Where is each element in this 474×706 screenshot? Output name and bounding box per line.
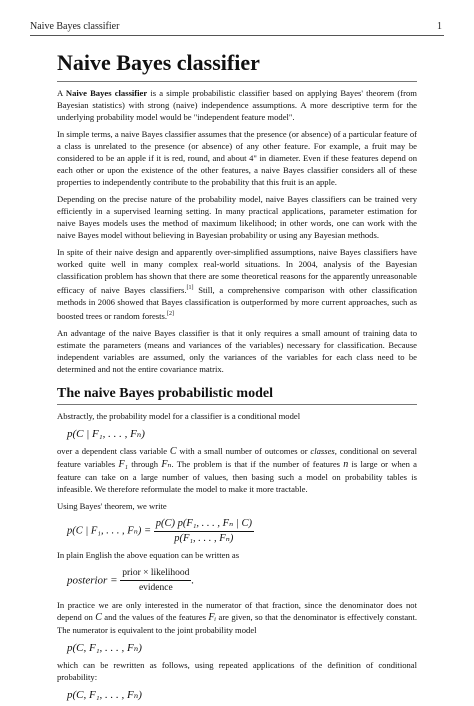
text: are given, so that the denominator is effectively constant. The numerator is equivalent to the joint probability model	[57, 611, 417, 635]
text: and the values of the features	[101, 611, 209, 622]
math-var-c: C	[169, 445, 177, 457]
article-body	[57, 42, 417, 706]
posterior-fraction	[120, 566, 191, 595]
posterior-lhs: posterior =	[67, 574, 118, 587]
bayes-fraction	[154, 517, 254, 546]
intro-bold-term: Naive Bayes classifier	[65, 88, 148, 98]
text: . The problem is that if the number of features	[171, 458, 344, 469]
formula-conditional-model: p(C | F₁, . . . , Fₙ)	[67, 427, 145, 440]
formula-posterior	[67, 566, 417, 595]
term-classes: classes	[310, 445, 335, 456]
bayes-denominator: p(F₁, . . . , Fₙ)	[174, 532, 234, 544]
paragraph-using-bayes: Using Bayes' theorem, we write	[57, 500, 167, 511]
bayes-numerator: p(C) p(F₁, . . . , Fₙ | C)	[154, 517, 254, 532]
bayes-lhs: p(C | F₁, . . . , Fₙ) =	[67, 525, 152, 537]
paragraph-advantage: An advantage of the naive Bayes classifier is that it only requires a small amount of training data to estimate the parameters (means and variances of the variables) necessary for classification. Because independent variables are assumed, only the variances of the variables for each class need to be determined and not the entire covariance matrix.	[57, 327, 417, 374]
text: over a dependent class variable	[57, 445, 170, 456]
paragraph-rewritten: which can be rewritten as follows, using repeated applications of the definition of conditional probability:	[57, 659, 417, 682]
paragraph-dependent-class	[57, 445, 417, 495]
paragraph-probability-model: Depending on the precise nature of the probability model, naive Bayes classifiers can be trained very efficiently in a supervised learning setting. In many practical applications, parameter estimation for naive Bayes models uses the method of maximum likelihood; in other words, one can work with the naive Bayes model without believing in Bayesian probability or using any Bayesian methods.	[57, 194, 417, 240]
posterior-denominator: evidence	[138, 582, 173, 593]
text: with a small number of outcomes or	[176, 445, 311, 456]
posterior-numerator: prior × likelihood	[120, 566, 191, 581]
article-title: Naive Bayes classifier	[57, 50, 260, 75]
paragraph-in-practice	[57, 599, 417, 636]
page-header	[30, 21, 444, 32]
math-var-f1: F₁	[118, 458, 129, 470]
running-title: Naive Bayes classifier	[30, 21, 120, 32]
paragraph-abstractly: Abstractly, the probability model for a classifier is a conditional model	[57, 410, 301, 421]
math-var-c: C	[95, 611, 102, 623]
header-divider	[30, 35, 444, 36]
para4-text-b: Still, a comprehensive comparison with other classification methods in 2006 showed that Bayes classification is outperformed by more current approaches, such as boosted trees or random forests.	[57, 284, 417, 321]
formula-chain-rule-start: p(C, F₁, . . . , Fₙ)	[67, 688, 142, 701]
text: is large or when a feature can take on a large number of values, then basing such a model on probability tables is infeasible. We therefore reformulate the model to make it more tractable.	[57, 458, 418, 494]
paragraph-simple-terms: In simple terms, a naive Bayes classifier assumes that the presence (or absence) of a particular feature of a class is unrelated to the presence (or absence) of any other feature. For example, a fruit may be considered to be an apple if it is red, round, and about 4" in diameter. Even if these features depend on each other or upon the existence of the other features, a naive Bayes classifier considers all of these properties to independently contribute to the probability that this fruit is an apple.	[57, 129, 417, 187]
citation-1[interactable]: [1]	[186, 285, 194, 291]
title-divider	[57, 81, 417, 82]
formula-joint-probability: p(C, F₁, . . . , Fₙ)	[67, 641, 142, 654]
text: , conditional on several feature variables	[57, 445, 417, 469]
intro-text-rest: is a simple probabilistic classifier based on applying Bayes' theorem (from Bayesian statistics) with strong (naive) independence assumptions. A more descriptive term for the underlying probability model would be "independent feature model".	[57, 88, 417, 122]
math-var-fi: Fᵢ	[208, 611, 217, 623]
text: through	[128, 458, 162, 469]
text: In practice we are only interested in the numerator of that fraction, since the denominator does not depend on	[57, 599, 417, 622]
section-divider	[57, 404, 417, 405]
para4-text-a: In spite of their naive design and apparently over-simplified assumptions, naive Bayes classifiers have worked quite well in many complex real-world situations. In 2004, analysis of the Bayesian classification problem has shown that there are some theoretical reasons for the apparently unreasonable efficacy of naive Bayes classifiers.	[57, 247, 417, 295]
intro-text-start: A	[57, 88, 66, 98]
posterior-period: .	[191, 574, 195, 587]
paragraph-plain-english: In plain English the above equation can be written as	[57, 549, 240, 560]
page-number: 1	[437, 21, 442, 32]
intro-paragraph	[57, 87, 417, 123]
paragraph-naive-design	[57, 246, 417, 322]
math-var-fn: Fₙ	[161, 458, 172, 470]
formula-bayes-theorem	[67, 517, 417, 546]
section-title: The naive Bayes probabilistic model	[57, 385, 273, 401]
math-var-n: n	[343, 458, 349, 470]
citation-2[interactable]: [2]	[167, 310, 175, 317]
